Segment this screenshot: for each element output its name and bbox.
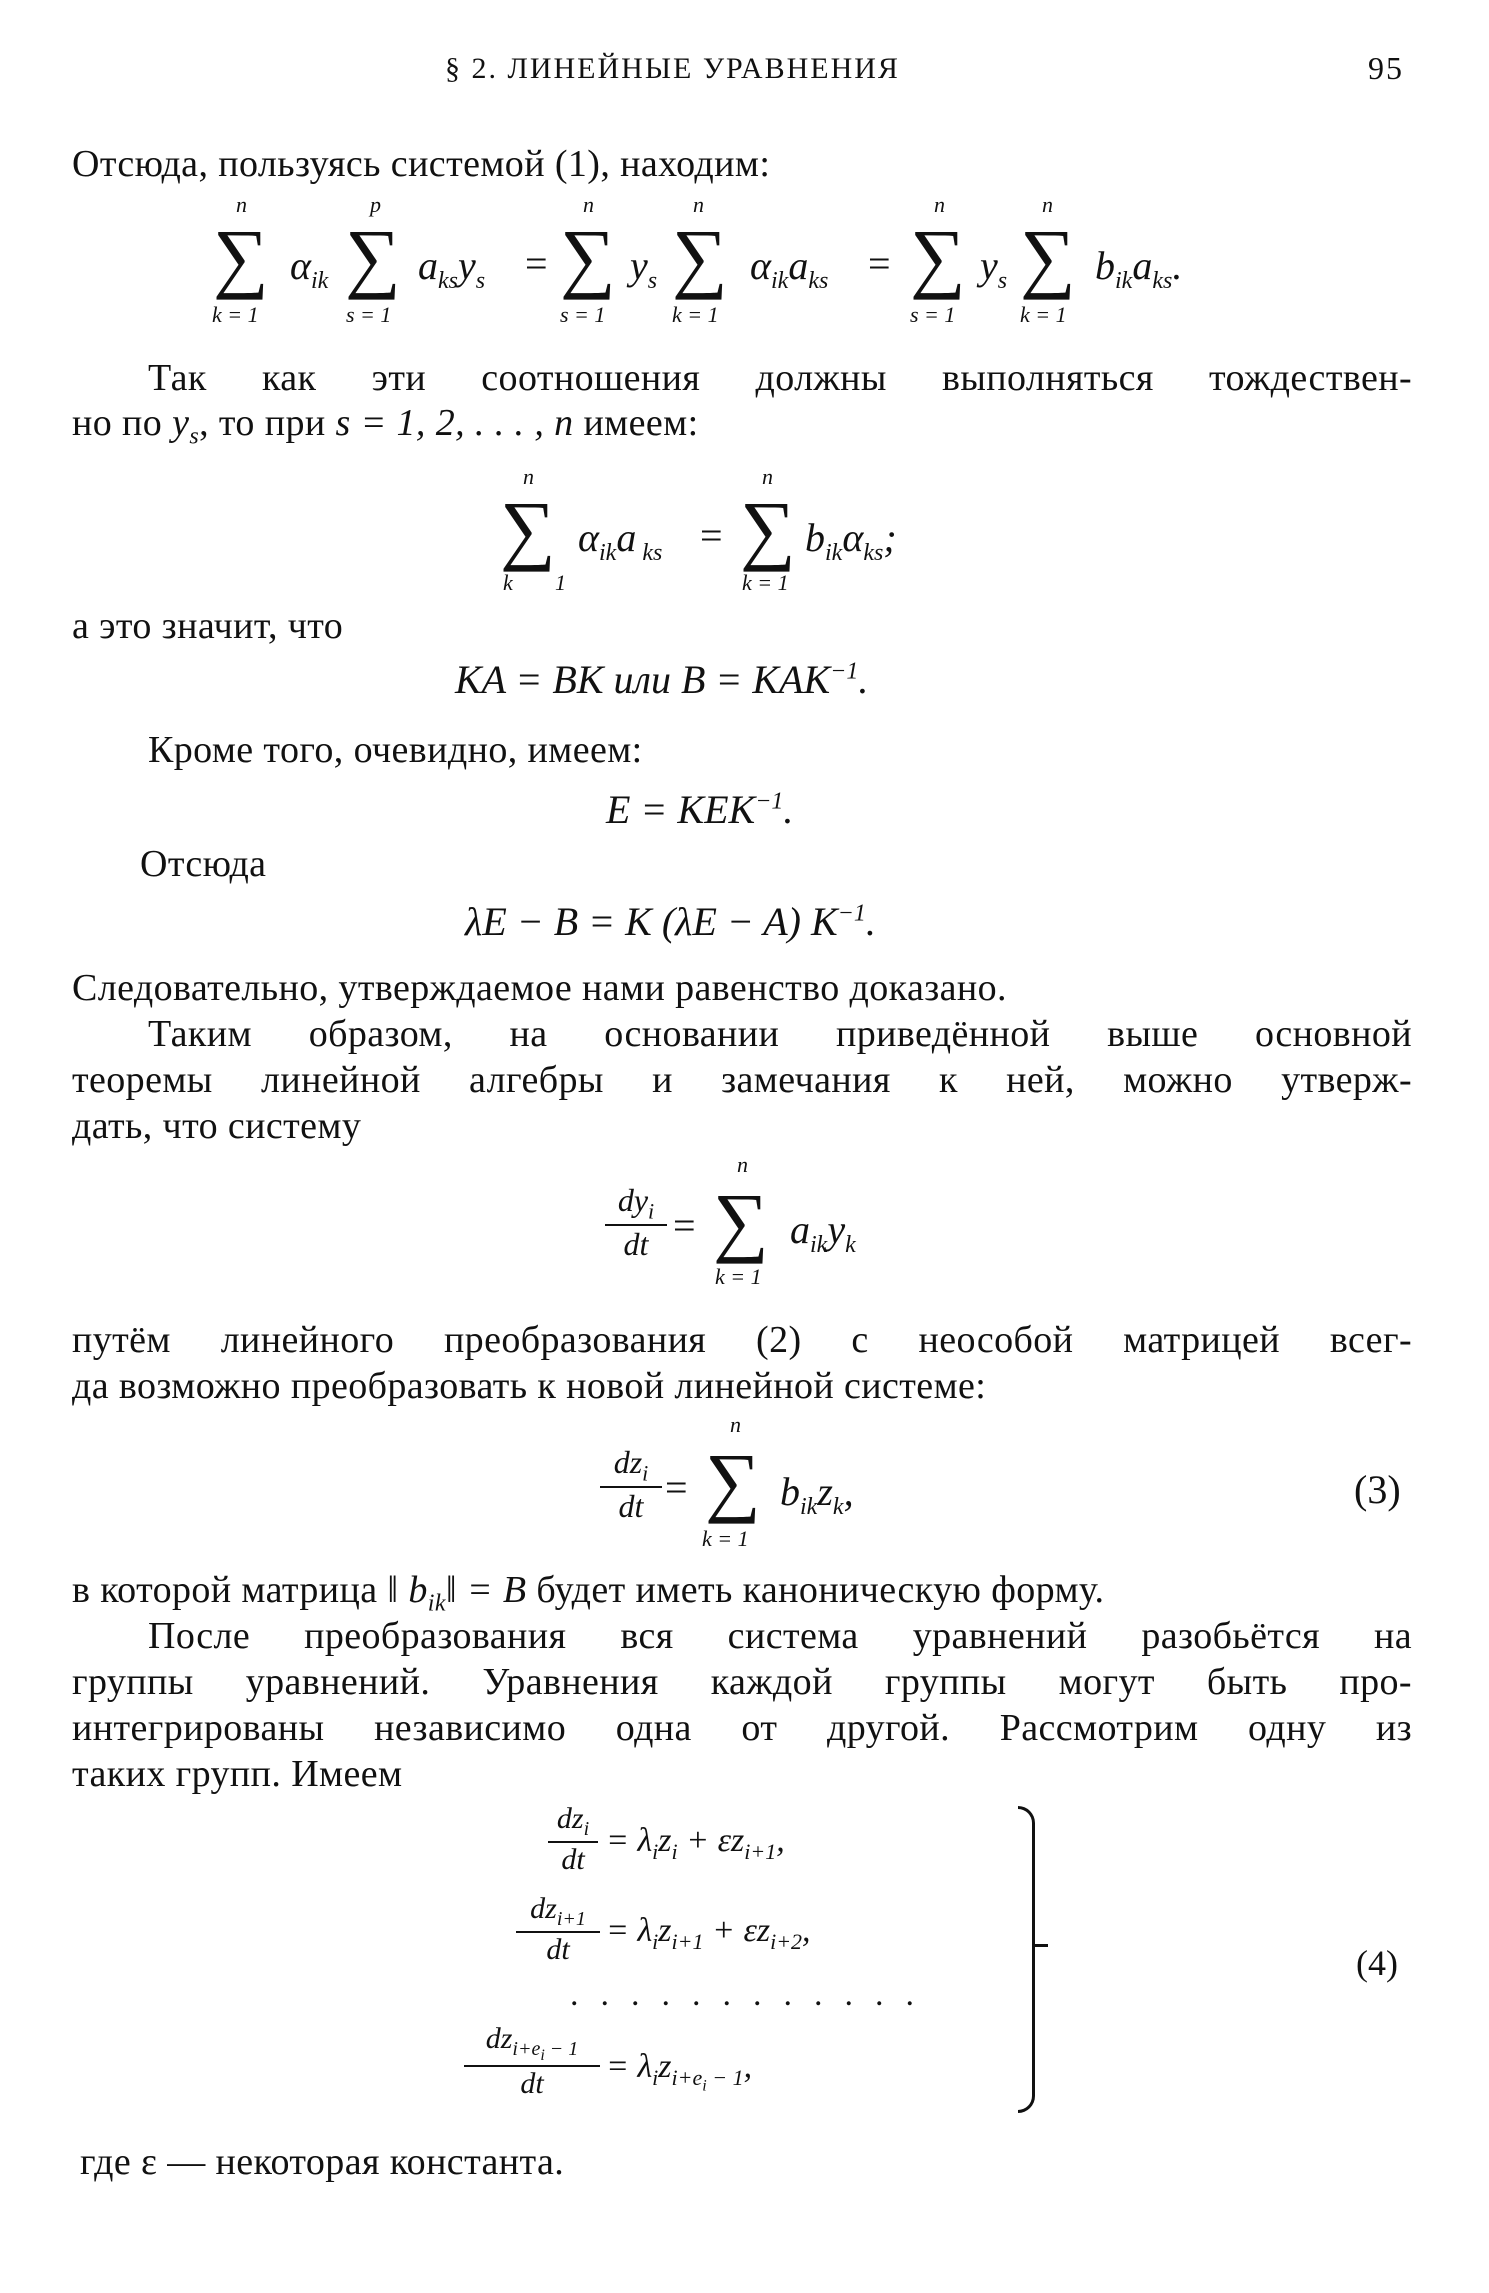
equation-2: n ∑ k 1 $\alpha_{ik}a$ $_{ks}$ = n ∑ k = 1 $b_{ik}\alpha_{ks}$; <box>500 464 897 595</box>
right-brace <box>1018 1806 1035 1955</box>
paragraph-line: путём линейного преобразования (2) с неособой матрицей всег- <box>72 1319 1412 1361</box>
equation-1: n ∑ k = 1 $\alpha_{ik}$ p ∑ s = 1 $a_{ks}y_s$ = n ∑ s = 1 $y_s$ n ∑ k = 1 $\alpha_{ik}a_{ks}$ = n ∑ s = 1 $y_s$ n ∑ k = 1 $b_{ik}a_{ks}$. <box>212 192 1183 327</box>
right-brace-lower <box>1018 1952 1035 2113</box>
ellipsis-row: ............ <box>570 1976 936 2013</box>
page-number: 95 <box>1368 50 1404 86</box>
paragraph-line: где ε — некоторая константа. <box>80 2141 565 2183</box>
paragraph-line: дать, что систему <box>72 1105 362 1147</box>
paragraph-line: да возможно преобразовать к новой линейной системе: <box>72 1365 987 1407</box>
paragraph-line: Кроме того, очевидно, имеем: <box>148 729 643 771</box>
paragraph-line: в которой матрица ‖ $b_{ik}‖ = B$ будет иметь каноническую форму. <box>72 1569 1105 1617</box>
equation-label: (3) <box>1354 1467 1401 1512</box>
paragraph-line: а это значит, что <box>72 605 344 647</box>
paragraph-line: После преобразования вся система уравнений разобьётся на <box>148 1615 1412 1657</box>
equation-4: $E = KEK^{-1}$. <box>606 787 794 832</box>
equation-label: (4) <box>1356 1943 1398 1983</box>
equation-system-4: $dz_i$ dt = $\lambda_iz_i + \varepsilon z_{i+1}$, $dz_{i+1}$ dt = $\lambda_iz_{i+1} + \varepsilon z_{i+2}$, ............ $dz_{i+e_i - 1}$ dt = $\lambda_iz_{i+e_i - 1}$, (4) <box>0 1800 1489 2140</box>
paragraph-line: Отсюда, пользуясь системой (1), находим: <box>72 143 771 185</box>
paragraph-line: таких групп. Имеем <box>72 1753 403 1795</box>
paragraph-line: Таким образом, на основании приведённой выше основной <box>148 1013 1412 1055</box>
paragraph-line: Следовательно, утверждаемое нами равенство доказано. <box>72 967 1007 1009</box>
equation-7: $dz_i$ dt = n ∑ k = 1 $b_{ik}z_k$, (3) <box>0 1410 1489 1560</box>
paragraph-line: но по $y_s$, то при s = 1, 2, . . . , n имеем: <box>72 402 699 450</box>
paragraph-line: интегрированы независимо одна от другой. Рассмотрим одну из <box>72 1707 1412 1749</box>
paragraph-line: группы уравнений. Уравнения каждой группы могут быть про- <box>72 1661 1412 1703</box>
running-header-title: § 2. ЛИНЕЙНЫЕ УРАВНЕНИЯ <box>445 52 900 85</box>
equation-3: KA = BK или $B = KAK^{-1}$. <box>455 657 869 702</box>
paragraph-line: Отсюда <box>140 843 267 885</box>
paragraph-line: Так как эти соотношения должны выполняться тождествен- <box>148 357 1412 399</box>
equation-6: $dy_i$ dt = n ∑ k = 1 $a_{ik}y_k$ <box>0 1152 1489 1302</box>
paragraph-line: теоремы линейной алгебры и замечания к ней, можно утверж- <box>72 1059 1412 1101</box>
equation-5: λE − B = K (λE − A) $K^{-1}$. <box>465 899 876 944</box>
